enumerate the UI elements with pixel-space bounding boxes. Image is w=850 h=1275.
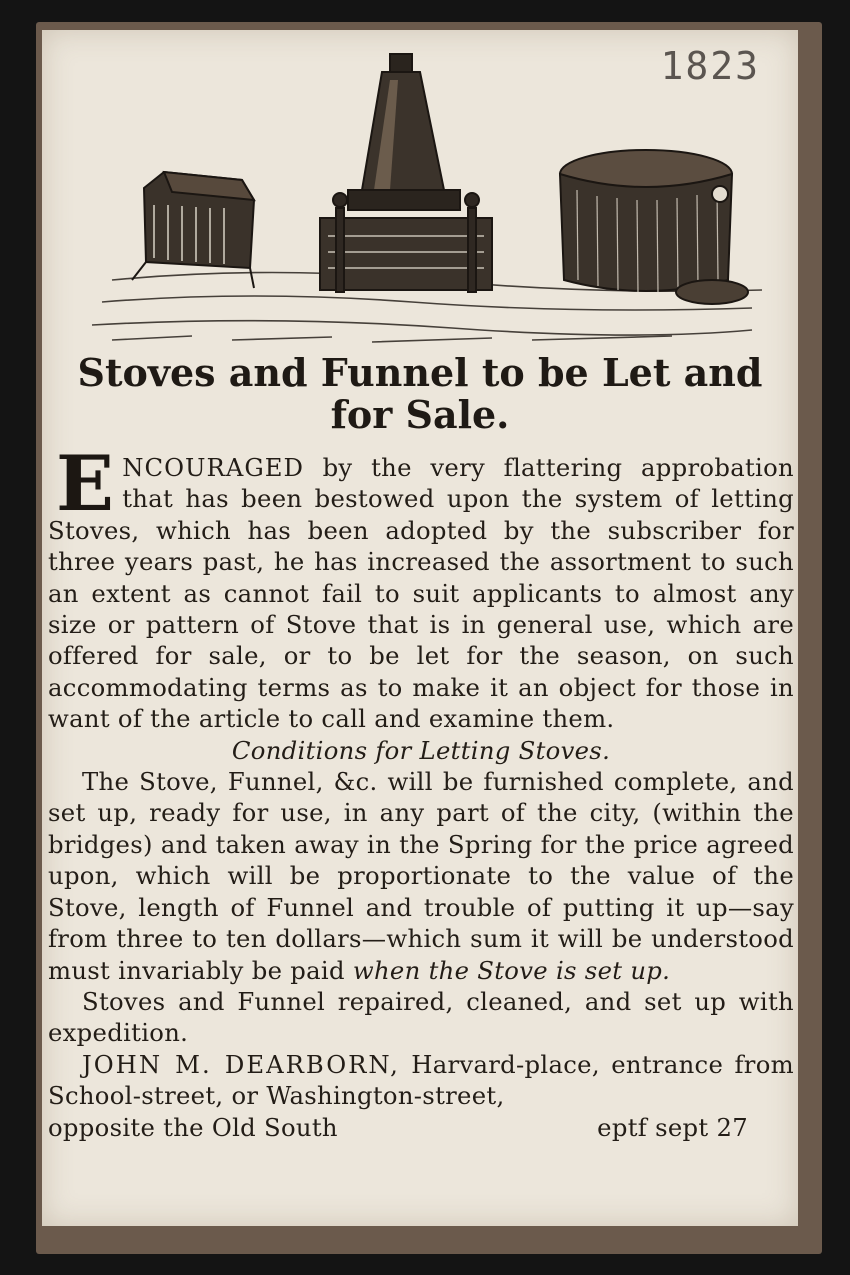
advertiser-name: JOHN M. DEARBORN, — [82, 1049, 400, 1079]
repair-paragraph: Stoves and Funnel repaired, cleaned, and set up with expedition. — [48, 986, 794, 1048]
conditions-italic: when the Stove is set up. — [352, 955, 671, 985]
newspaper-clipping — [42, 30, 798, 1226]
round-stove-drawing — [560, 150, 748, 304]
headline: Stoves and Funnel to be Let and for Sale. — [77, 350, 763, 437]
advertisement-body — [48, 439, 794, 1143]
box-stove-drawing — [132, 172, 254, 288]
conditions-heading: Conditions for Letting Stoves. — [231, 735, 611, 765]
intro-text: by the very flattering approbation that has been bestowed upon the system of letting Stoves, which has been adopted by the subscriber for three years past, he has increased the assortment to such an extent as cannot fail to suit applicants to almost any size or pattern of Stove that is in general use, which are offered for sale, or to be let for the season, on such accommodating terms as to make it an object for those in want of the article to call and examine them. — [48, 453, 794, 734]
conditions-paragraph — [48, 766, 794, 986]
advertiser-address: Harvard-place, entrance from School-street, or Washington-street, — [48, 1049, 794, 1111]
signature-paragraph — [48, 1049, 794, 1112]
drop-cap: E — [56, 439, 115, 528]
address-landmark: opposite the Old South — [48, 1112, 338, 1142]
conditions-text: The Stove, Funnel, &c. will be furnished complete, and set up, ready for use, in any part of the city, (within the bridges) and taken away in the Spring for the price agreed upon, which will be proportionate to the value of the Stove, length of Funnel and trouble of putting it up—say from three to ten dollars—which sum it will be understood must invariably be paid — [48, 767, 794, 985]
insertion-code: eptf sept 27 — [597, 1112, 748, 1142]
last-line — [48, 1112, 794, 1143]
intro-paragraph — [48, 439, 794, 735]
stoves-engraving — [72, 40, 762, 350]
funnel-stove-drawing — [320, 54, 492, 292]
handwritten-year: 1823 — [660, 44, 760, 88]
intro-first-word: NCOURAGED — [122, 453, 304, 482]
